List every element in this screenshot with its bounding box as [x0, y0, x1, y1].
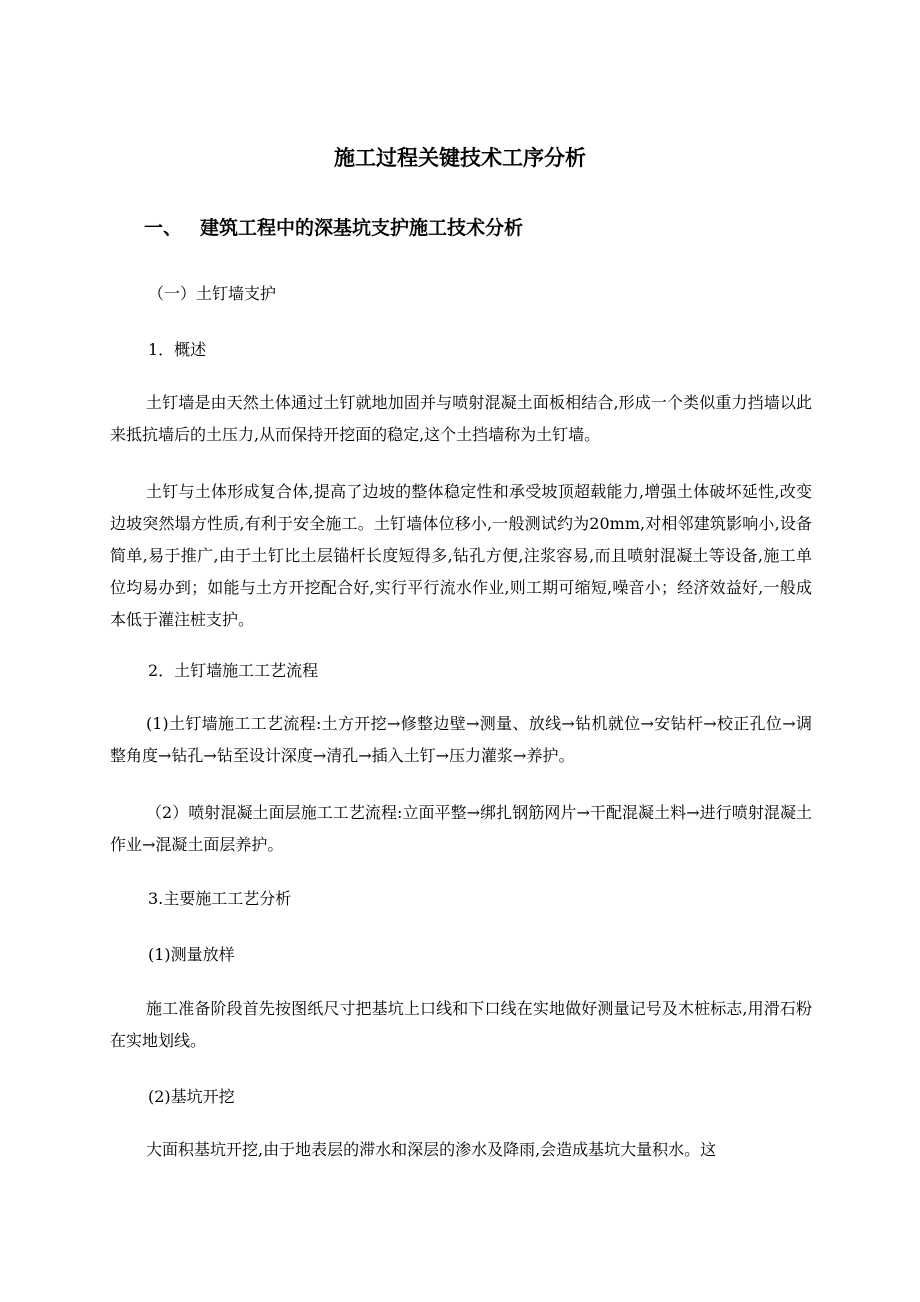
paragraph-definition: 土钉墙是由天然土体通过土钉就地加固并与喷射混凝土面板相结合,形成一个类似重力挡墙以此来抵抗墙后的土压力,从而保持开挖面的稳定,这个土挡墙称为土钉墙。: [110, 393, 812, 444]
paragraph-soil-nail-process: (1)土钉墙施工工艺流程:土方开挖→修整边壁→测量、放线→钻机就位→安钻杆→校正孔位→调整角度→钻孔→钻至设计深度→清孔→插入土钉→压力灌浆→养护。: [110, 714, 812, 765]
subsection-heading: （一）土钉墙支护: [148, 284, 277, 303]
paragraph-excavation: 大面积基坑开挖,由于地表层的滞水和深层的渗水及降雨,会造成基坑大量积水。这: [146, 1140, 717, 1159]
paragraph-survey: 施工准备阶段首先按图纸尺寸把基坑上口线和下口线在实地做好测量记号及木桩标志,用滑石粉在实地划线。: [110, 999, 812, 1050]
item-heading-process-flow: 2．土钉墙施工工艺流程: [148, 661, 319, 680]
paragraph-characteristics: 土钉与土体形成复合体,提高了边坡的整体稳定性和承受坡顶超载能力,增强土体破坏延性,改变边坡突然塌方性质,有利于安全施工。土钉墙体位移小,一般测试约为20mm,对相邻建筑影响小,设备简单,易于推广,由于土钉比土层锚杆长度短得多,钻孔方便,注浆容易,而且喷射混凝土等设备,施工单位均易办到；如能与土方开挖配合好,实行平行流水作业,则工期可缩短,噪音小；经济效益好,一般成本低于灌注桩支护。: [110, 482, 812, 629]
section-title: 建筑工程中的深基坑支护施工技术分析: [200, 217, 524, 239]
item-heading-overview: 1．概述: [148, 340, 207, 359]
subheading-survey: (1)测量放样: [148, 945, 235, 964]
section-number: 一、: [144, 217, 183, 239]
item-heading-process-analysis: 3.主要施工工艺分析: [148, 889, 292, 908]
paragraph-shotcrete-process: （2）喷射混凝土面层施工工艺流程:立面平整→绑扎钢筋网片→干配混凝土料→进行喷射混凝土作业→混凝土面层养护。: [110, 803, 812, 854]
document-title: 施工过程关键技术工序分析: [334, 146, 586, 170]
subheading-excavation: (2)基坑开挖: [148, 1087, 235, 1106]
section-heading: [144, 212, 523, 244]
